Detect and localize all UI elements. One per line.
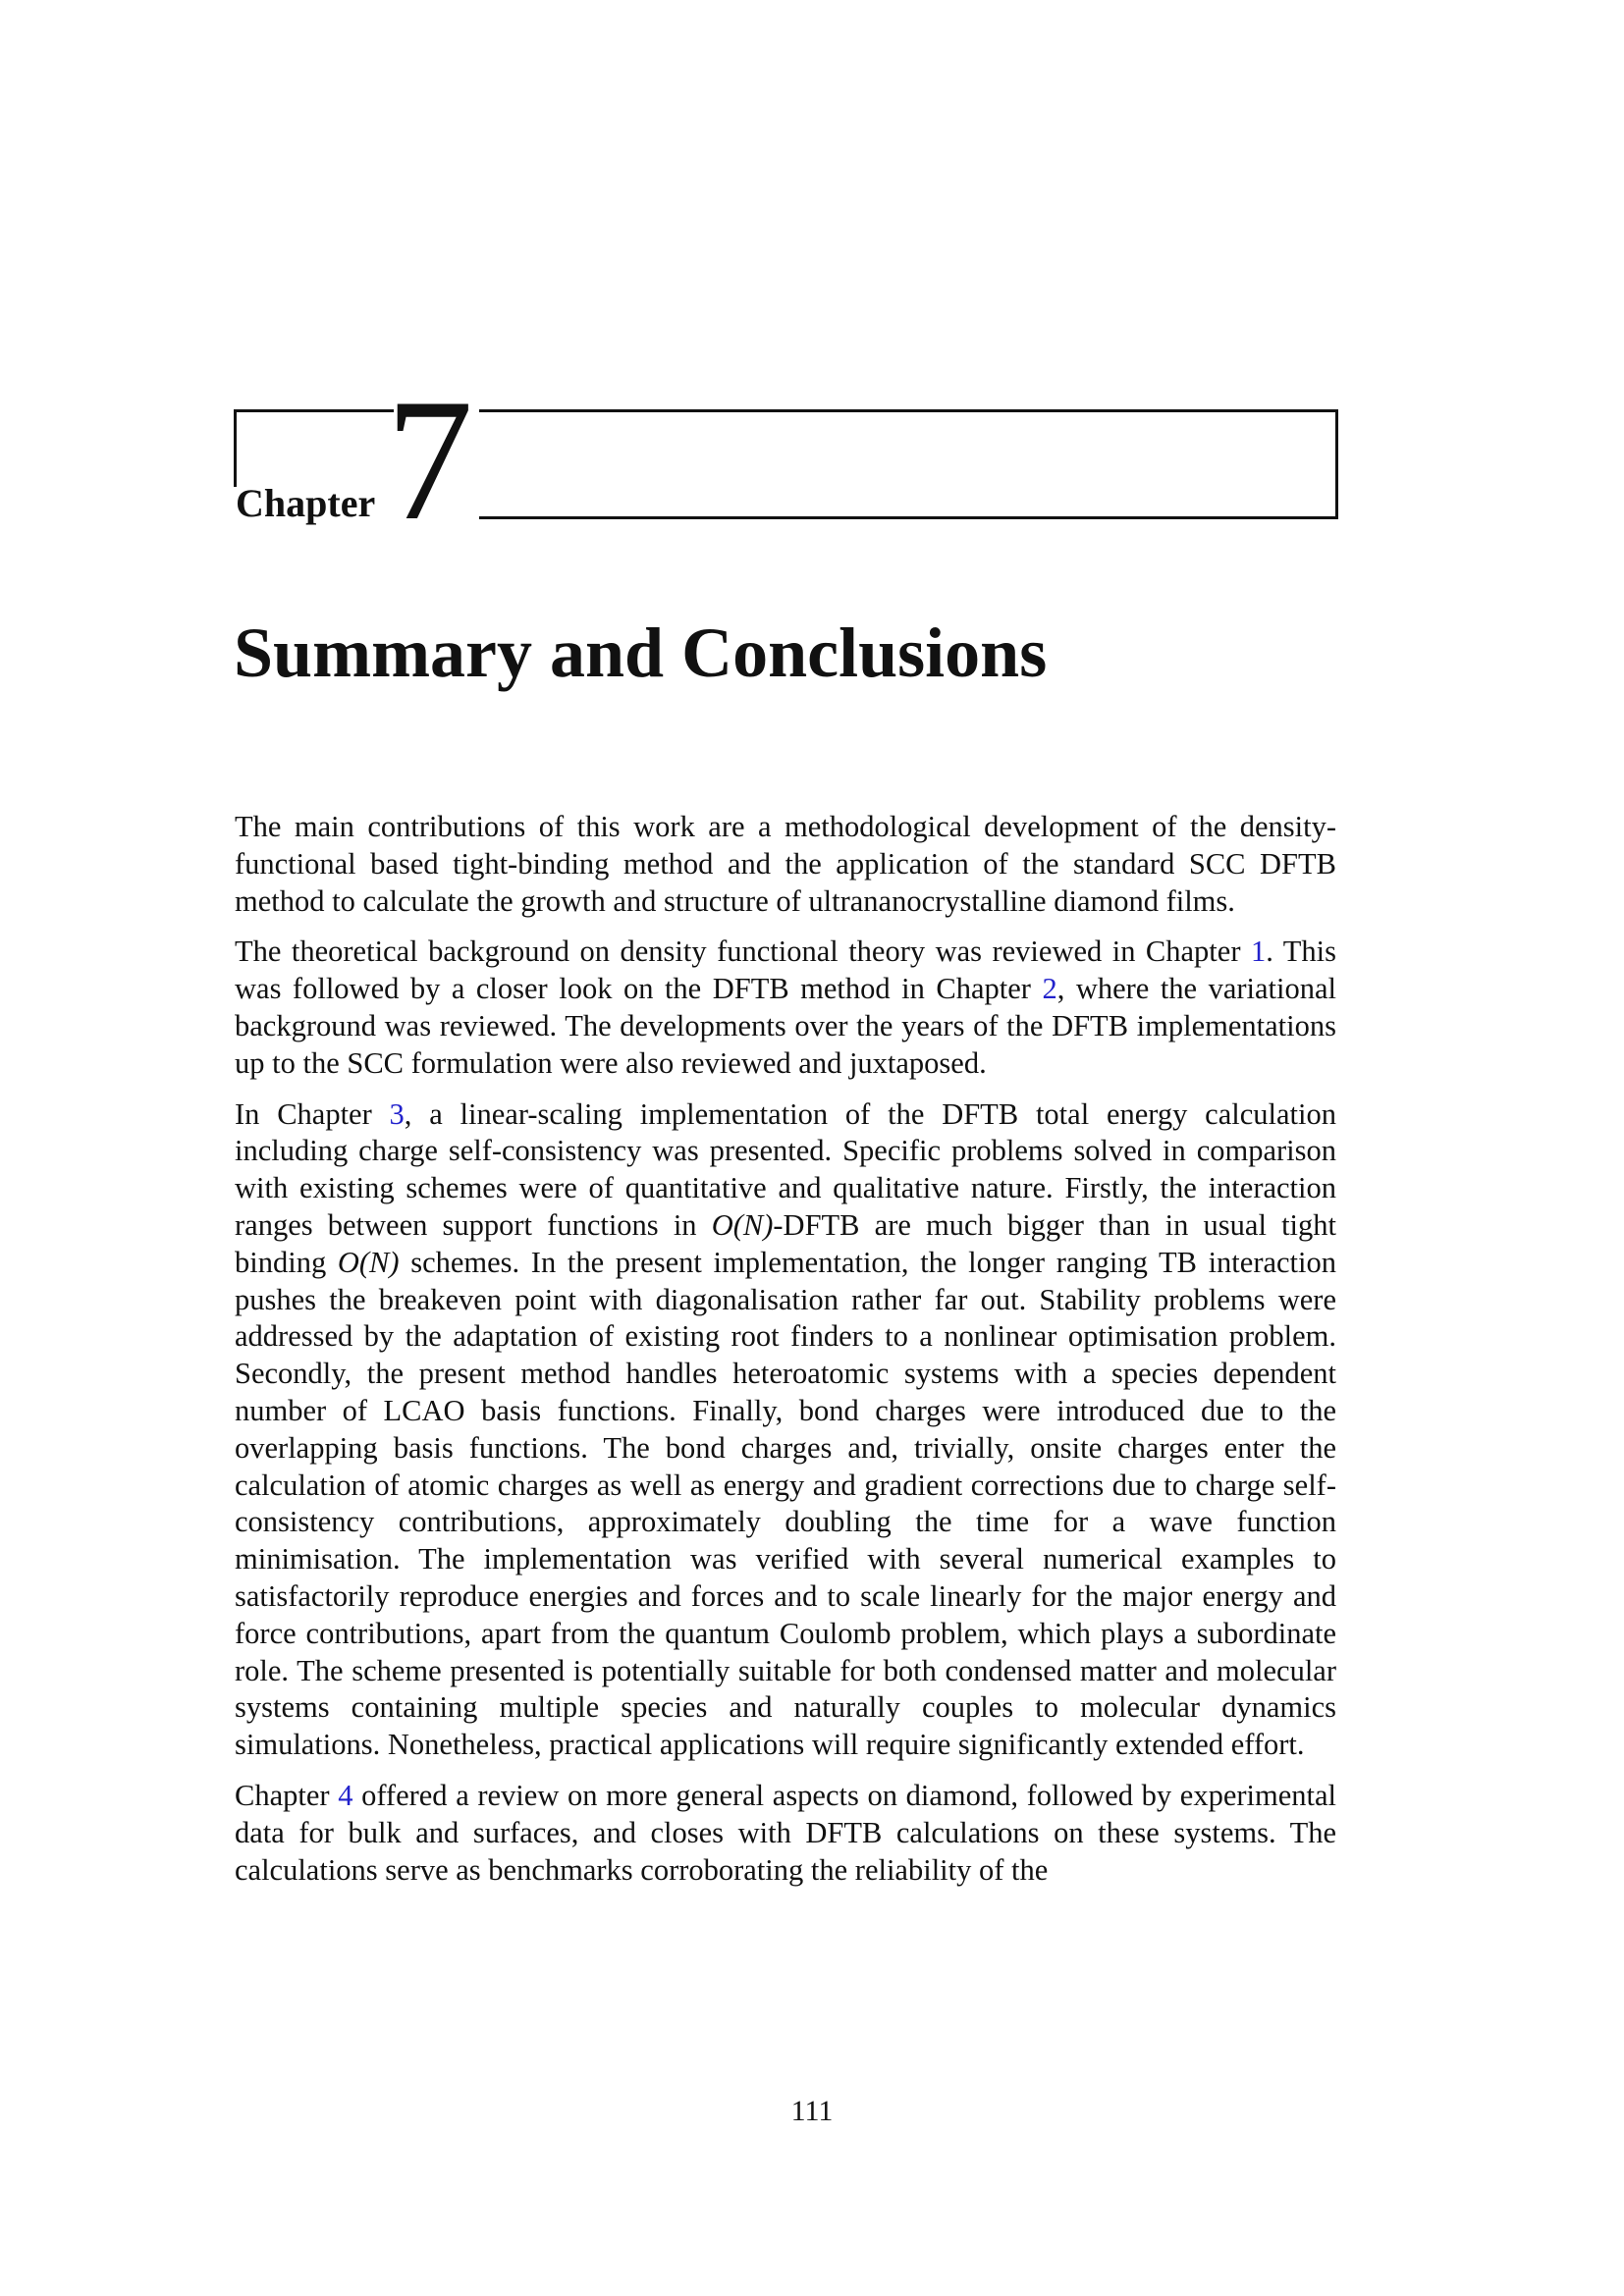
paragraph-background: The theoretical background on density functional theory was reviewed in Chapter 1. This was followed by a closer look on the DFTB method in Chapter 2, where the variational background was reviewed. The developments over the years of the DFTB implementations up to the SCC formulation were also reviewed and juxtaposed. <box>235 934 1336 1080</box>
page-number: 111 <box>790 2095 834 2127</box>
paragraph-linear-scaling: In Chapter 3, a linear-scaling implementation of the DFTB total energy calculation including charge self-consistency was presented. Specific problems solved in comparison with existing schemes were of quantitative and qualitative nature. Firstly, the interaction ranges between support functions in O(N)-DFTB are much bigger than in usual tight binding O(N) schemes. In the present implementation, the longer ranging TB interaction pushes the breakeven point with diagonalisation rather far out. Stability problems were addressed by the adaptation of existing root finders to a nonlinear optimisation problem. Secondly, the present method handles heteroatomic systems with a species dependent number of LCAO basis functions. Finally, bond charges were introduced due to the overlapping basis functions. The bond charges and, trivially, onsite charges enter the calculation of atomic charges as well as energy and gradient corrections due to charge self-consistency contributions, approximately doubling the time for a wave function minimisation. The implementation was verified with several numerical examples to satisfactorily reproduce energies and forces and to scale linearly for the major energy and force contributions, apart from the quantum Coulomb problem, which plays a subordinate role. The scheme presented is potentially suitable for both condensed matter and molecular systems containing multiple species and naturally couples to molecular dynamics simulations. Nonetheless, practical applications will require significantly extended effort. <box>235 1096 1336 1762</box>
math-expression: O(N) <box>337 1245 400 1279</box>
chapter-reference-link[interactable]: 4 <box>338 1778 353 1812</box>
paragraph-contributions: The main contributions of this work are a methodological development of the density-functional based tight-binding method and the application of the standard SCC DFTB method to calculate the growth and structure of ultrananocrystalline diamond films. <box>235 810 1336 918</box>
paragraph-diamond: Chapter 4 offered a review on more general aspects on diamond, followed by experimental data for bulk and surfaces, and closes with DFTB calculations on these systems. The calculations serve as benchmarks corroborating the reliability of the <box>235 1778 1336 1887</box>
chapter-frame-right <box>479 409 1338 519</box>
chapter-frame-left <box>234 409 394 487</box>
chapter-reference-link[interactable]: 1 <box>1250 934 1267 969</box>
chapter-label: Chapter <box>236 481 376 525</box>
math-expression: O(N) <box>711 1207 774 1242</box>
chapter-number: 7 <box>386 362 473 557</box>
chapter-body <box>235 809 1336 1902</box>
chapter-reference-link[interactable]: 3 <box>389 1096 405 1131</box>
chapter-reference-link[interactable]: 2 <box>1042 972 1057 1006</box>
chapter-title: Summary and Conclusions <box>234 614 1048 692</box>
